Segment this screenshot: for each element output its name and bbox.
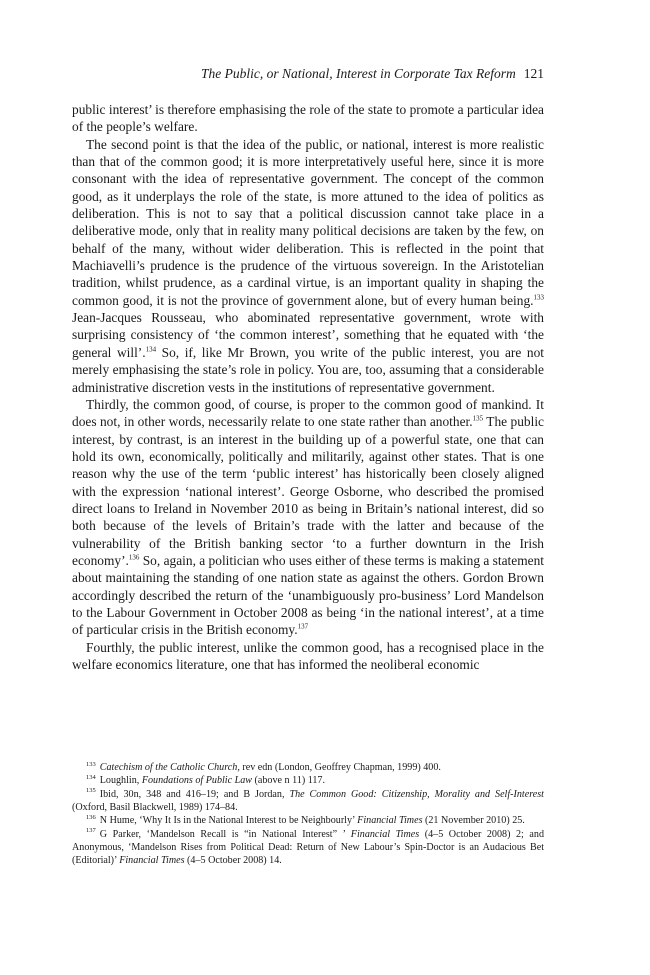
- text-run: Ibid, 30n, 348 and 416–19; and B Jordan,: [99, 788, 290, 800]
- text-run: Fourthly, the public interest, unlike the common good, has a recognised place in the welfare economics literature, one that has informed the neoliberal economic: [72, 639, 544, 672]
- footnote: [72, 788, 544, 815]
- footnote-number: 133: [86, 760, 96, 768]
- text-run: Jean-Jacques Rousseau, who abominated representative government, wrote with surprising consistency of ‘the common interest’, something that he equated with ‘the general will’.: [72, 310, 544, 360]
- italic-title: The Common Good: Citizenship, Morality and Self-Interest: [289, 788, 544, 800]
- footnote-ref: 135: [472, 414, 484, 423]
- footnote-ref: 134: [145, 345, 157, 354]
- page-number: 121: [523, 66, 544, 81]
- text-run: (4–5 October 2008) 14.: [184, 855, 282, 867]
- footnote-ref: 133: [533, 293, 544, 302]
- italic-title: Catechism of the Catholic Church: [99, 762, 238, 773]
- text-run: (21 November 2010) 25.: [422, 815, 525, 827]
- text-run: (Oxford, Basil Blackwell, 1989) 174–84.: [72, 802, 238, 814]
- text-run: N Hume, ‘Why It Is in the National Interest to be Neighbourly’: [99, 815, 358, 827]
- italic-title: Foundations of Public Law: [141, 775, 253, 787]
- running-title: The Public, or National, Interest in Corporate Tax Reform: [201, 66, 516, 81]
- italic-title: Financial Times: [350, 828, 420, 840]
- text-run: public interest’ is therefore emphasising the role of the state to promote a particular idea of the people’s welfare.: [72, 102, 544, 135]
- italic-title: Financial Times: [357, 815, 423, 827]
- text-run: The second point is that the idea of the public, or national, interest is more realistic than that of the common good; it is more interpretatively useful here, since it is more consonant with the idea of representative government. The concept of the common good, as it underplays the role of the state, is more attuned to the idea of politics as deliberation. This is not to say that a political discussion cannot take place in a deliberative mode, only that in reality many political decisions are taken by the few, on behalf of the many, without wider deliberation. This is reflected in the point that Machiavelli’s prudence is the prudence of the virtuous sovereign. In the Aristotelian tradition, whilst prudence, as a cardinal virtue, is an important quality in shaping the common good, it is not the province of government alone, but of every human being.: [72, 136, 544, 308]
- footnote-number: 134: [86, 773, 96, 781]
- main-text: [72, 101, 544, 673]
- paragraph: [72, 396, 544, 639]
- text-run: So, if, like Mr Brown, you write of the public interest, you are not merely emphasising the state’s role in policy. You are, too, assuming that a considerable administrative discretion vests in the institutions of representative government.: [72, 344, 544, 395]
- paragraph: [72, 101, 544, 136]
- text-run: , rev edn (London, Geoffrey Chapman, 1999) 400.: [237, 762, 441, 773]
- text-run: (4–5 October 2008) 2; and Anonymous, ‘Mandelson Rises from Political Dead: Return of New Labour’s Spin-Doctor is an Audacious Bet (Editorial)’: [72, 828, 544, 867]
- footnote: [72, 814, 544, 827]
- text-run: Thirdly, the common good, of course, is proper to the common good of mankind. It does not, in other words, necessarily relate to one state rather than another.: [72, 396, 544, 430]
- text-run: Loughlin,: [99, 775, 142, 787]
- text-run: G Parker, ‘Mandelson Recall is “in National Interest” ’: [99, 828, 351, 840]
- footnote: [72, 761, 544, 774]
- footnotes: [72, 761, 544, 868]
- footnote-number: 136: [86, 814, 96, 822]
- running-header: [72, 66, 544, 82]
- text-run: The public interest, by contrast, is an interest in the building up of a powerful state, one that can hold its own, economically, politically and militarily, against other states. That is one reason why the use of the term ‘public interest’ has historically been closely aligned with the expression ‘national interest’. George Osborne, who described the promised direct loans to Ireland in November 2010 as being in Britain’s national interest, did so both because of the levels of Britain’s trade with the latter and because of the vulnerability of the British banking sector ‘to a further downturn in the Irish economy’.: [72, 414, 544, 568]
- footnote: [72, 828, 544, 868]
- text-run: (above n 11) 117.: [252, 775, 325, 787]
- paragraph: [72, 639, 544, 674]
- footnote: [72, 774, 544, 787]
- footnote-number: 135: [86, 787, 96, 795]
- paragraph: [72, 136, 544, 396]
- italic-title: Financial Times: [119, 855, 185, 867]
- footnote-number: 137: [86, 827, 96, 835]
- footnote-ref: 136: [128, 553, 140, 562]
- text-run: So, again, a politician who uses either of these terms is making a statement about maintaining the standing of one nation state as against the others. Gordon Brown accordingly described the return of the ‘unambiguously pro-business’ Lord Mandelson to the Labour Government in October 2008 as being ‘in the national interest’, at a time of particular crisis in the British economy.: [72, 552, 544, 638]
- footnote-ref: 137: [297, 622, 309, 631]
